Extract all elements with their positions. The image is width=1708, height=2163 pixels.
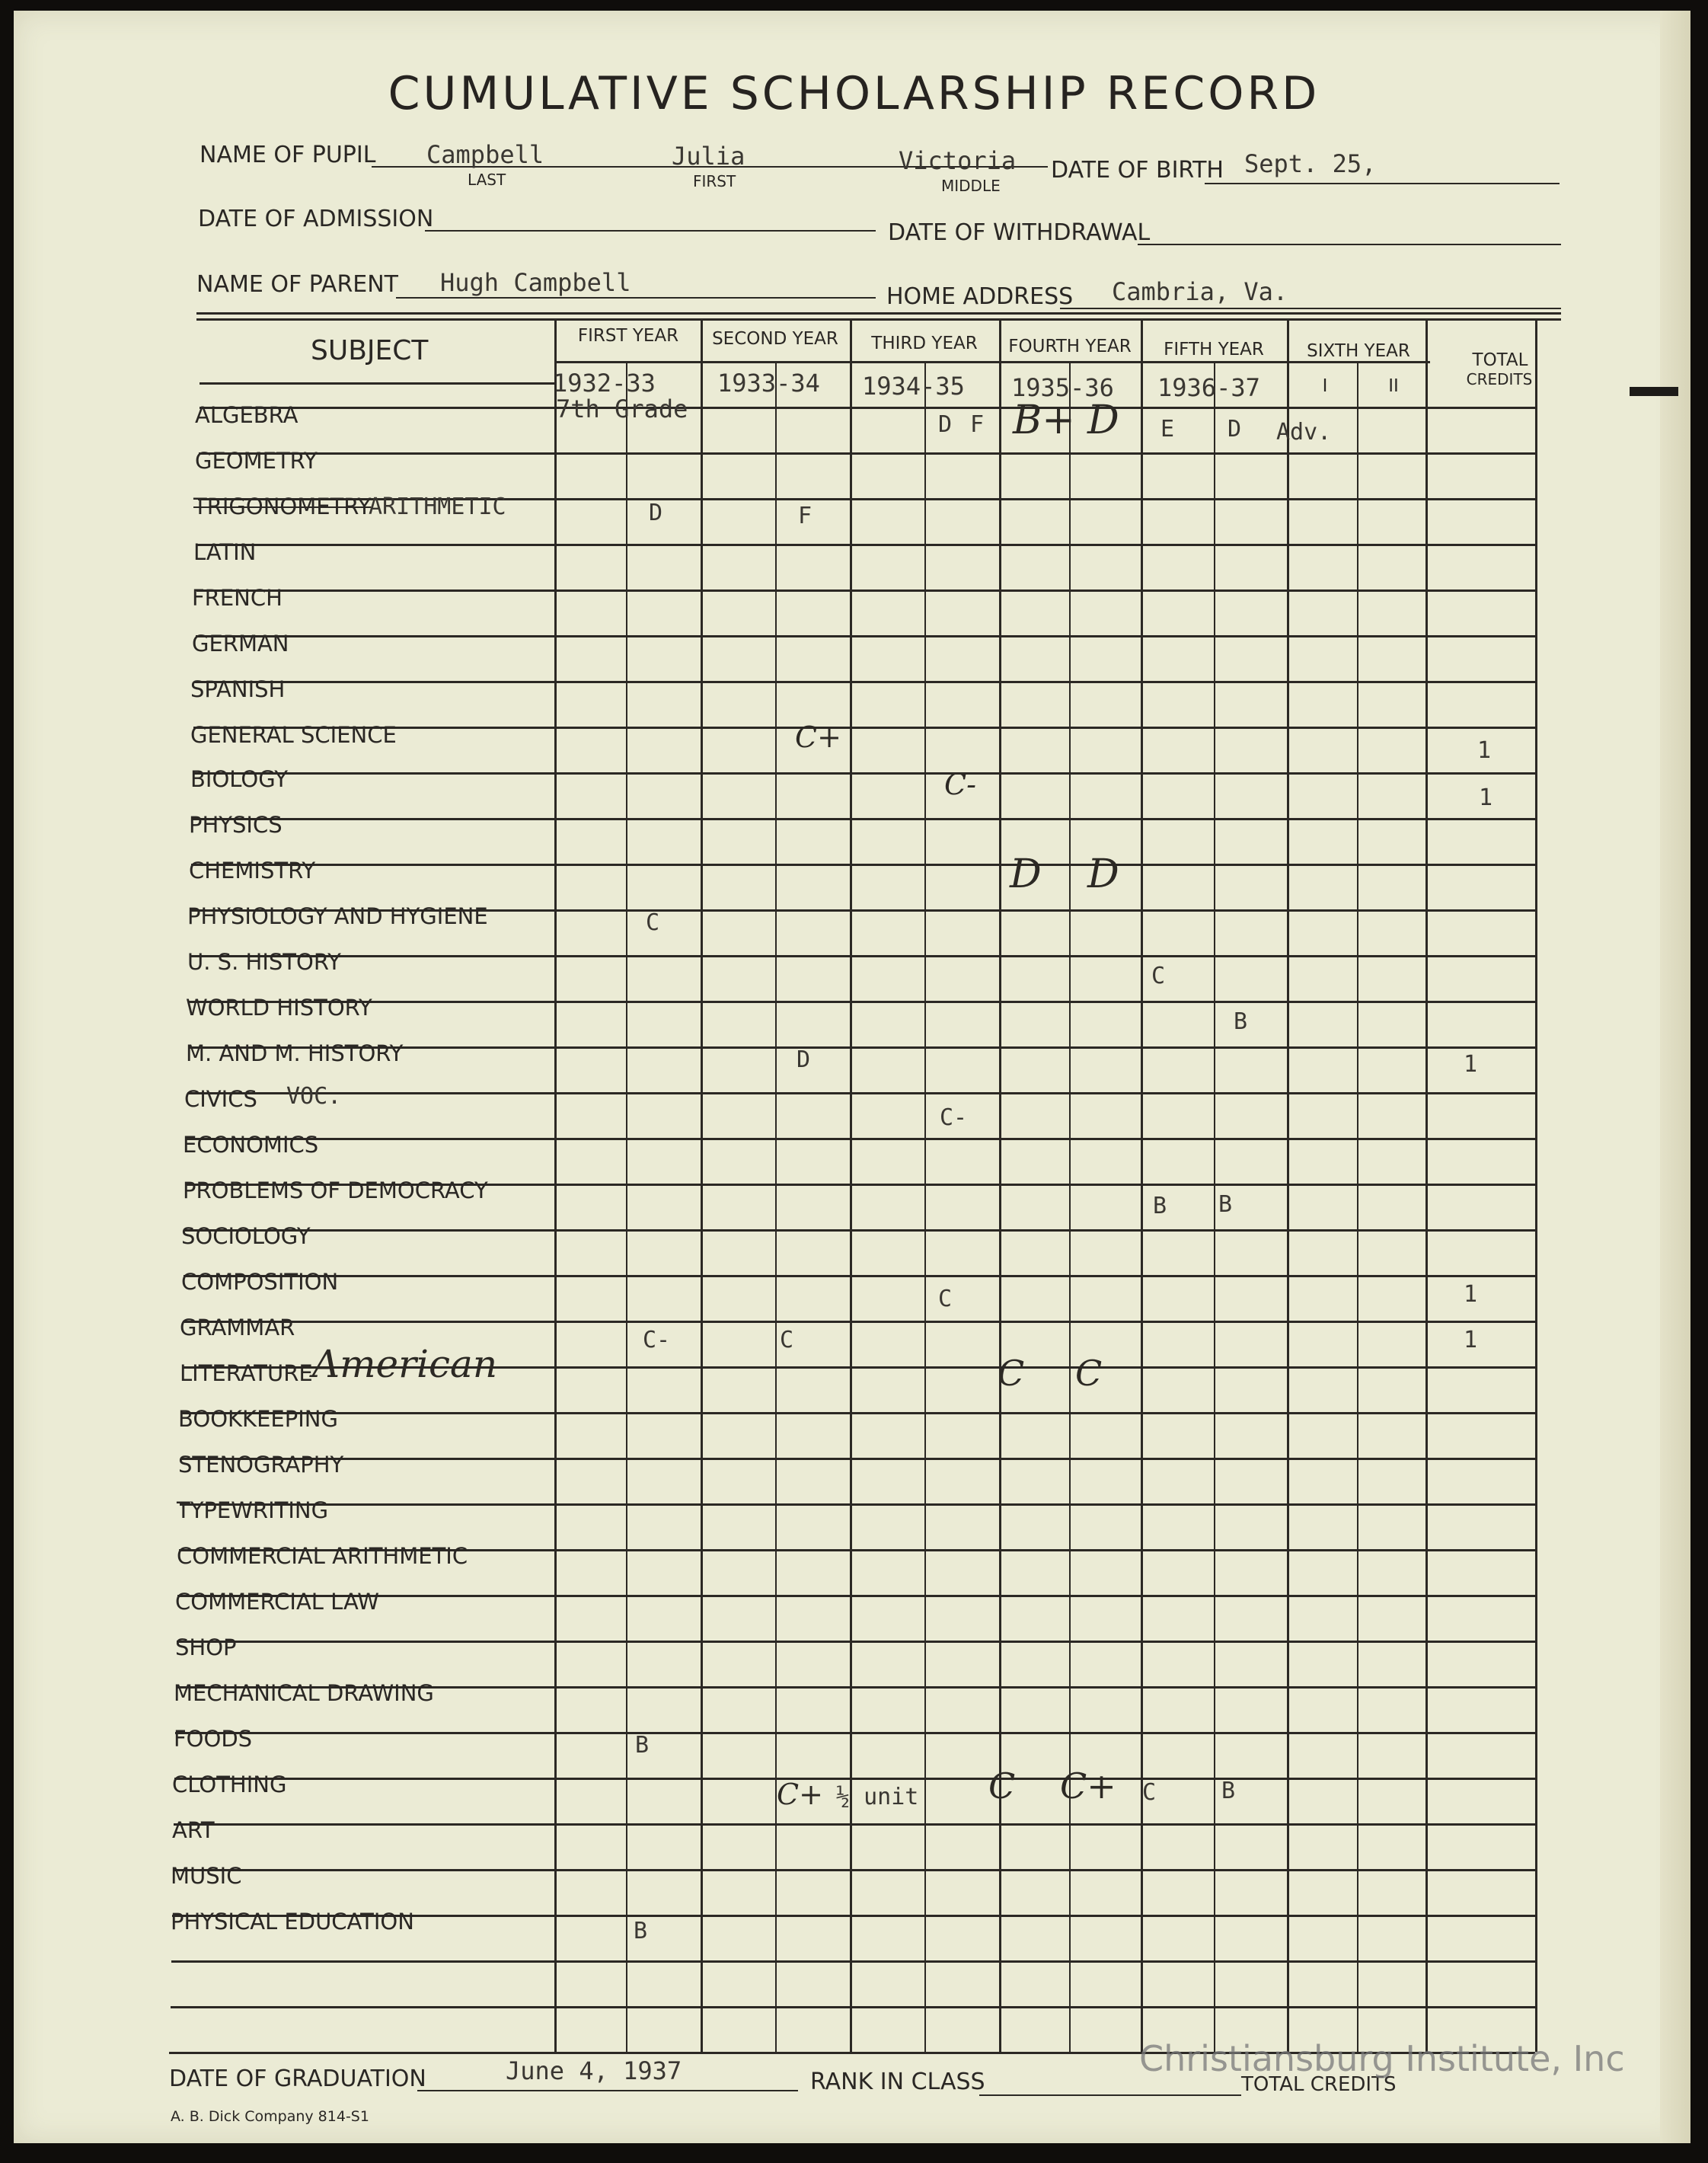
grade-clothing-y4-2: C+ bbox=[1060, 1765, 1116, 1807]
middle-sublabel: MIDDLE bbox=[941, 177, 1001, 195]
subject-world-history: WORLD HISTORY bbox=[186, 995, 372, 1021]
table-column-rule bbox=[1425, 320, 1428, 2052]
subject-physics: PHYSICS bbox=[189, 812, 283, 838]
total-header-2: CREDITS bbox=[1466, 370, 1533, 388]
grade-clothing-y4-1: C bbox=[988, 1765, 1016, 1807]
name-of-pupil-label: NAME OF PUPIL bbox=[200, 142, 376, 168]
fourth-year-term: 1935-36 bbox=[1011, 373, 1114, 402]
last-sublabel: LAST bbox=[468, 171, 506, 189]
table-row-rule bbox=[200, 407, 1535, 409]
table-row-rule bbox=[184, 1229, 1535, 1232]
dob-underline bbox=[1205, 183, 1560, 184]
table-row-rule bbox=[177, 1595, 1535, 1597]
table-column-rule bbox=[626, 361, 627, 2052]
table-row-rule bbox=[187, 1092, 1536, 1094]
grade-algebra-y5-2: D bbox=[1228, 416, 1242, 443]
rank-underline bbox=[979, 2094, 1241, 2096]
grade-chemistry-y4-1: D bbox=[1010, 851, 1042, 897]
staple bbox=[1630, 387, 1678, 396]
credit-general-science: 1 bbox=[1477, 737, 1492, 764]
fifth-year-term: 1936-37 bbox=[1157, 373, 1260, 402]
subject-mm-history: M. AND M. HISTORY bbox=[186, 1040, 404, 1066]
table-row-rule bbox=[175, 1732, 1535, 1734]
grade-algebra-y3-2: F bbox=[970, 411, 985, 438]
subject-trigonometry: TRIGONOMETRY bbox=[193, 494, 372, 519]
grade-literature-y4-1: C bbox=[998, 1353, 1025, 1394]
withdrawal-underline bbox=[1138, 244, 1561, 245]
institution-watermark: Christiansburg Institute, Inc bbox=[1139, 2038, 1625, 2079]
credit-mm-history: 1 bbox=[1464, 1051, 1478, 1078]
table-row-rule bbox=[180, 1458, 1535, 1460]
subject-us-history: U. S. HISTORY bbox=[187, 949, 341, 975]
table-row-rule bbox=[191, 864, 1535, 866]
table-row-rule bbox=[173, 1869, 1535, 1871]
table-row-rule bbox=[194, 681, 1535, 683]
subject-geometry: GEOMETRY bbox=[195, 448, 318, 474]
table-row-rule bbox=[186, 1138, 1535, 1140]
grade-civics-y3-2: C- bbox=[940, 1104, 968, 1131]
grade-gensci-y2-2: C+ bbox=[795, 720, 841, 754]
grade-arith-y2-2: F bbox=[798, 503, 812, 529]
grade-pe-y1-2: B bbox=[634, 1918, 648, 1944]
total-header-1: TOTAL bbox=[1472, 350, 1528, 370]
table-row-rule bbox=[177, 1641, 1535, 1643]
grade-pod-y5-2: B bbox=[1218, 1191, 1233, 1218]
subject-german: GERMAN bbox=[192, 631, 289, 657]
pupil-middle-name: Victoria bbox=[899, 146, 1017, 175]
pupil-last-name: Campbell bbox=[426, 140, 544, 169]
grade-phys-hyg-y1-2: C bbox=[646, 909, 660, 936]
date-of-birth-value: Sept. 25, bbox=[1244, 149, 1377, 178]
grade-us-history-y5-1: C bbox=[1151, 963, 1166, 989]
grade-clothing-y5-2: B bbox=[1221, 1778, 1236, 1804]
table-column-rule bbox=[1214, 361, 1215, 2052]
arithmetic-note: ARITHMETIC bbox=[369, 494, 506, 520]
subject-algebra: ALGEBRA bbox=[195, 402, 299, 428]
table-top-rule-2 bbox=[196, 318, 1561, 321]
grade-grammar-y2-1: C bbox=[780, 1327, 794, 1353]
first-sublabel: FIRST bbox=[693, 172, 736, 190]
subject-chemistry: CHEMISTRY bbox=[189, 858, 316, 883]
printer-imprint: A. B. Dick Company 814-S1 bbox=[171, 2108, 369, 2125]
subject-commercial-arithmetic: COMMERCIAL ARITHMETIC bbox=[177, 1543, 468, 1569]
graduation-date-value: June 4, 1937 bbox=[506, 2056, 682, 2085]
subject-sociology: SOCIOLOGY bbox=[181, 1223, 311, 1249]
home-address-value: Cambria, Va. bbox=[1112, 277, 1288, 306]
subject-economics: ECONOMICS bbox=[183, 1132, 319, 1158]
table-row-rule bbox=[199, 452, 1535, 455]
subject-stenography: STENOGRAPHY bbox=[178, 1452, 344, 1478]
literature-american-note: American bbox=[312, 1342, 498, 1386]
third-year-header: THIRD YEAR bbox=[871, 334, 978, 353]
grade-arith-y1-2: D bbox=[649, 500, 663, 526]
table-row-rule bbox=[184, 1275, 1535, 1277]
sixth-year-ii: II bbox=[1388, 376, 1399, 396]
first-year-header: FIRST YEAR bbox=[577, 326, 679, 346]
subject-shop: SHOP bbox=[175, 1634, 237, 1660]
table-row-rule bbox=[181, 1412, 1535, 1414]
grade-grammar-y1-2: C- bbox=[643, 1327, 671, 1353]
table-column-rule bbox=[554, 320, 557, 2052]
seventh-grade-note: 7th Grade bbox=[556, 395, 688, 423]
algebra-adv-note: Adv. bbox=[1276, 419, 1332, 446]
year-header-rule bbox=[554, 361, 1430, 363]
table-column-rule bbox=[1357, 361, 1358, 2052]
parent-underline bbox=[396, 297, 876, 299]
second-year-term: 1933-34 bbox=[717, 369, 820, 398]
date-of-graduation-label: DATE OF GRADUATION bbox=[169, 2066, 426, 2092]
clothing-half-unit-note: ½ unit bbox=[836, 1784, 919, 1810]
table-row-rule bbox=[183, 1321, 1535, 1323]
table-top-rule bbox=[196, 312, 1561, 315]
table-row-rule bbox=[196, 635, 1536, 637]
civics-voc-note: VOC. bbox=[286, 1083, 342, 1110]
grade-clothing-y2-2: C+ bbox=[777, 1778, 823, 1811]
table-row-rule bbox=[190, 955, 1535, 957]
form-title: CUMULATIVE SCHOLARSHIP RECORD bbox=[388, 67, 1320, 120]
table-row-rule bbox=[189, 1001, 1535, 1003]
home-address-label: HOME ADDRESS bbox=[886, 283, 1074, 310]
grade-algebra-y4-1: B+ bbox=[1013, 398, 1075, 443]
grade-clothing-y5-1: C bbox=[1142, 1779, 1157, 1806]
grade-algebra-y4-2: D bbox=[1087, 398, 1119, 443]
rank-in-class-label: RANK IN CLASS bbox=[810, 2069, 985, 2095]
table-row-rule bbox=[174, 1823, 1535, 1826]
subject-bookkeeping: BOOKKEEPING bbox=[178, 1406, 338, 1432]
table-row-rule bbox=[193, 772, 1535, 775]
table-row-rule bbox=[197, 544, 1535, 546]
table-row-rule bbox=[180, 1503, 1535, 1506]
grade-composition-y3-2: C bbox=[938, 1286, 953, 1312]
pupil-first-name: Julia bbox=[672, 142, 745, 171]
name-of-parent-label: NAME OF PARENT bbox=[196, 271, 399, 298]
address-underline bbox=[1060, 308, 1561, 309]
subject-civics: CIVICS bbox=[184, 1086, 257, 1112]
date-of-birth-label: DATE OF BIRTH bbox=[1051, 157, 1224, 184]
grade-foods-y1-2: B bbox=[635, 1732, 650, 1759]
subject-grammar: GRAMMAR bbox=[180, 1315, 295, 1340]
sixth-year-i: I bbox=[1322, 376, 1328, 396]
table-column-rule bbox=[701, 320, 703, 2052]
table-row-rule bbox=[196, 589, 1535, 592]
grade-pod-y5-1: B bbox=[1153, 1193, 1167, 1219]
total-credits-rule bbox=[1535, 320, 1537, 2052]
first-year-term: 1932-33 bbox=[553, 369, 656, 398]
subject-literature: LITERATURE bbox=[180, 1360, 313, 1386]
table-row-rule bbox=[174, 1778, 1535, 1780]
subject-latin: LATIN bbox=[193, 539, 257, 565]
subject-physiology-hygiene: PHYSIOLOGY AND HYGIENE bbox=[187, 903, 488, 929]
grade-chemistry-y4-2: D bbox=[1087, 851, 1119, 897]
table-row-rule bbox=[171, 2006, 1536, 2008]
grade-algebra-y3-1: D bbox=[938, 411, 953, 438]
credit-composition: 1 bbox=[1464, 1281, 1478, 1308]
fifth-year-header: FIFTH YEAR bbox=[1164, 340, 1264, 359]
subject-mechanical-drawing: MECHANICAL DRAWING bbox=[174, 1680, 434, 1706]
table-row-rule bbox=[171, 1960, 1535, 1963]
sheet-edge bbox=[1660, 11, 1690, 2143]
grade-algebra-y5-1: E bbox=[1160, 416, 1175, 443]
credit-biology: 1 bbox=[1479, 784, 1493, 811]
subject-header: SUBJECT bbox=[311, 335, 429, 366]
fourth-year-header: FOURTH YEAR bbox=[1008, 337, 1132, 356]
admission-underline bbox=[425, 230, 876, 232]
subject-problems-of-democracy: PROBLEMS OF DEMOCRACY bbox=[183, 1177, 488, 1203]
date-of-admission-label: DATE OF ADMISSION bbox=[198, 206, 434, 232]
third-year-term: 1934-35 bbox=[862, 372, 965, 401]
subject-physical-education: PHYSICAL EDUCATION bbox=[171, 1909, 414, 1935]
grade-biology-y3-2: C- bbox=[944, 768, 976, 801]
subject-clothing: CLOTHING bbox=[172, 1772, 287, 1797]
subject-spanish: SPANISH bbox=[190, 676, 286, 702]
subject-music: MUSIC bbox=[171, 1863, 242, 1889]
subject-biology: BIOLOGY bbox=[190, 766, 288, 792]
grade-mm-history-y2-2: D bbox=[797, 1046, 811, 1073]
subject-foods: FOODS bbox=[174, 1726, 253, 1752]
subject-commercial-law: COMMERCIAL LAW bbox=[175, 1589, 379, 1615]
subject-typewriting: TYPEWRITING bbox=[177, 1497, 329, 1523]
grade-literature-y4-2: C bbox=[1075, 1353, 1103, 1394]
subject-header-rule bbox=[200, 382, 554, 385]
grade-world-history-y5-2: B bbox=[1234, 1008, 1248, 1035]
parent-name-value: Hugh Campbell bbox=[440, 268, 631, 297]
subject-art: ART bbox=[172, 1817, 215, 1843]
credit-grammar: 1 bbox=[1464, 1327, 1478, 1353]
subject-composition: COMPOSITION bbox=[181, 1269, 339, 1295]
sixth-year-header: SIXTH YEAR bbox=[1307, 341, 1410, 361]
table-column-rule bbox=[924, 361, 926, 2052]
graduation-underline bbox=[417, 2090, 798, 2091]
table-row-rule bbox=[192, 818, 1535, 820]
second-year-header: SECOND YEAR bbox=[712, 329, 838, 349]
total-credits-label: TOTAL CREDITS bbox=[1241, 2073, 1397, 2096]
date-of-withdrawal-label: DATE OF WITHDRAWAL bbox=[888, 219, 1151, 246]
table-column-rule bbox=[1287, 320, 1289, 2052]
subject-french: FRENCH bbox=[192, 585, 283, 611]
subject-general-science: GENERAL SCIENCE bbox=[190, 722, 397, 748]
